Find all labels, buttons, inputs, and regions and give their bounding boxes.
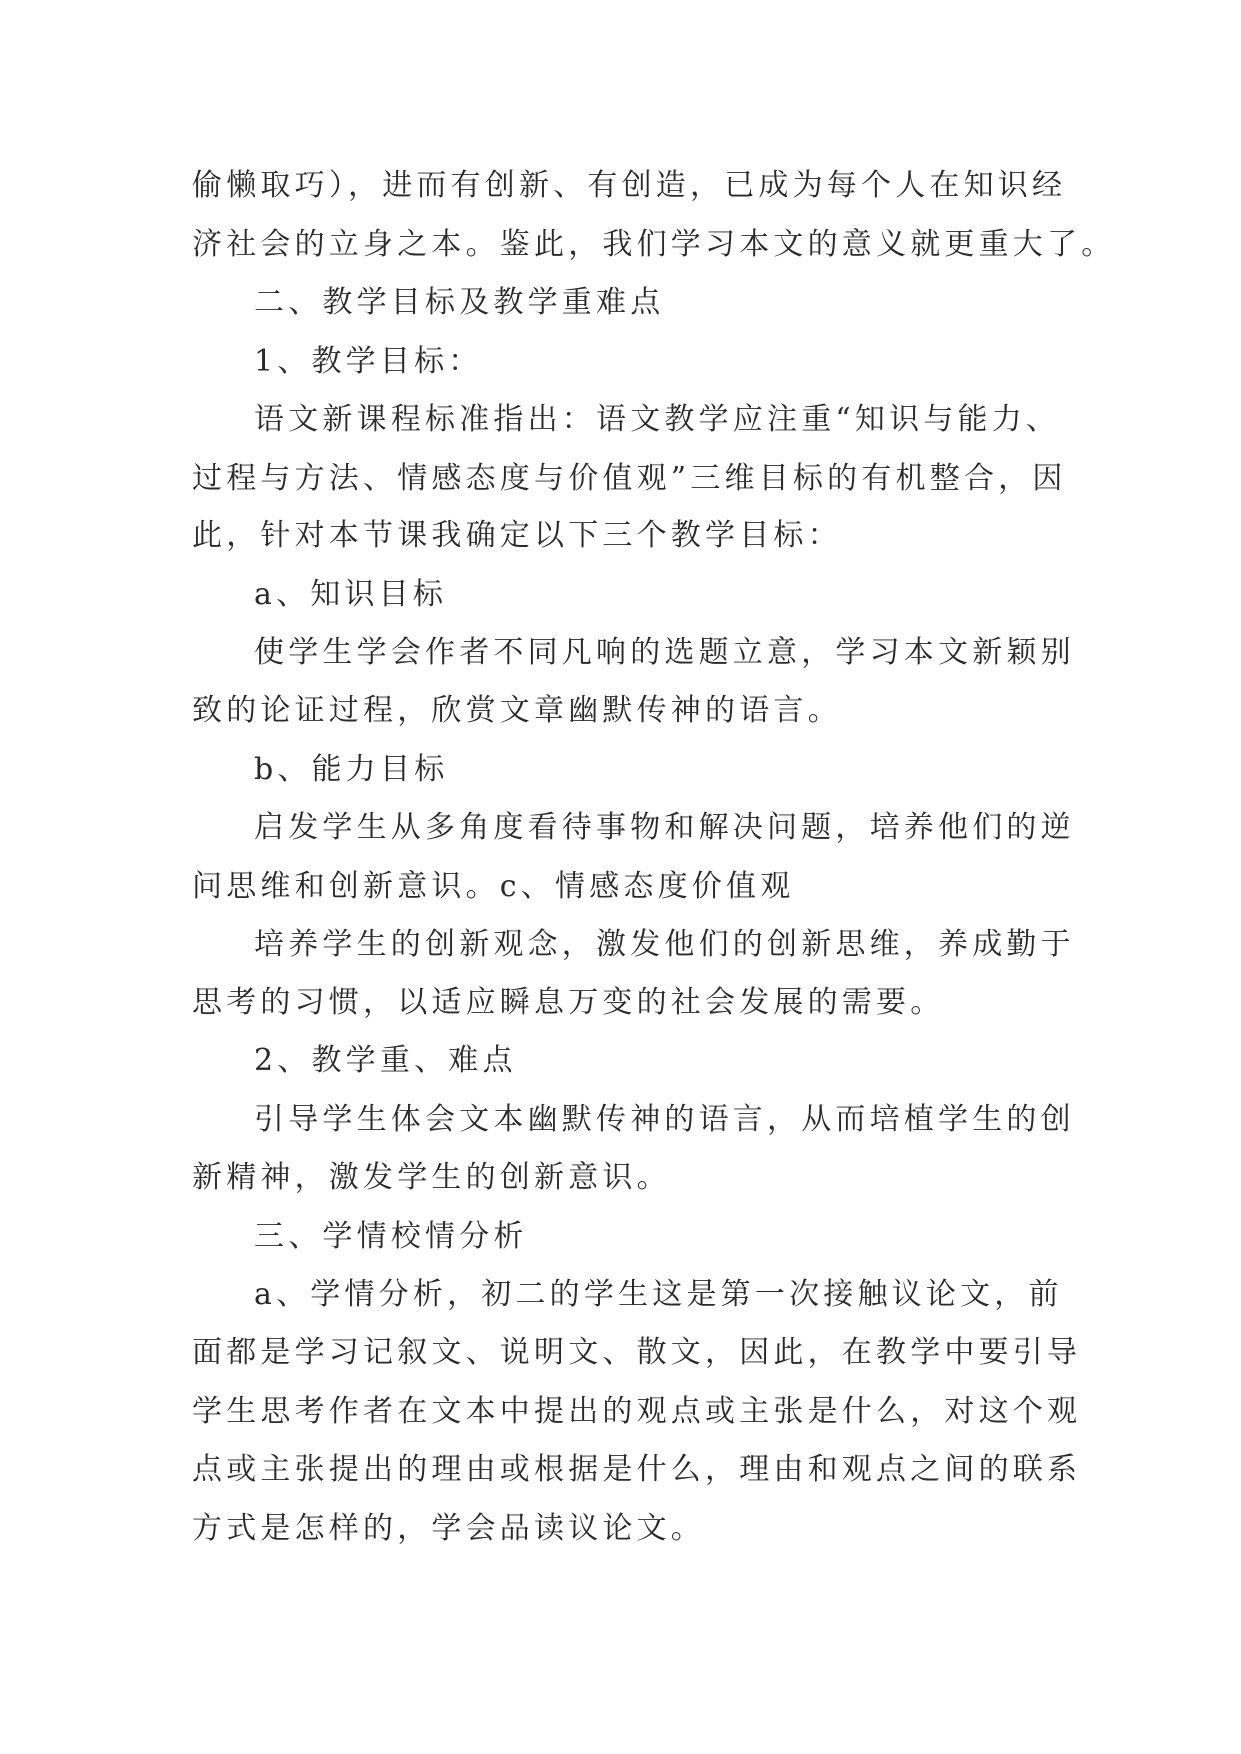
text-line: 启发学生从多角度看待事物和解决问题，培养他们的逆 bbox=[254, 810, 1075, 845]
text-line: 方式是怎样的，学会品读议论文。 bbox=[192, 1511, 705, 1546]
subsection-heading: a、知识目标 bbox=[254, 577, 448, 612]
subsection-heading: 2、教学重、难点 bbox=[254, 1043, 517, 1078]
text-line: 培养学生的创新观念，激发他们的创新思维，养成勤于 bbox=[254, 927, 1075, 962]
text-line: 济社会的立身之本。鉴此，我们学习本文的意义就更重大了。 bbox=[192, 227, 1116, 262]
text-line: 过程与方法、情感态度与价值观”三维目标的有机整合，因 bbox=[192, 461, 1067, 496]
subsection-heading: 1、教学目标： bbox=[254, 344, 483, 379]
section-heading: 三、学情校情分析 bbox=[254, 1219, 528, 1254]
text-line: 思考的习惯，以适应瞬息万变的社会发展的需要。 bbox=[192, 985, 945, 1020]
text-line: 致的论证过程，欣赏文章幽默传神的语言。 bbox=[192, 693, 842, 728]
text-line: 引导学生体会文本幽默传神的语言，从而培植学生的创 bbox=[254, 1102, 1075, 1137]
text-line: 语文新课程标准指出：语文教学应注重“知识与能力、 bbox=[254, 402, 1061, 437]
text-line: 问思维和创新意识。c、情感态度价值观 bbox=[192, 869, 795, 904]
text-line: 点或主张提出的理由或根据是什么，理由和观点之间的联系 bbox=[192, 1452, 1082, 1487]
text-line: 新精神，激发学生的创新意识。 bbox=[192, 1160, 671, 1195]
text-line: 此，针对本节课我确定以下三个教学目标： bbox=[192, 518, 842, 553]
text-line: a、学情分析，初二的学生这是第一次接触议论文，前 bbox=[254, 1277, 1063, 1312]
subsection-heading: b、能力目标 bbox=[254, 752, 449, 787]
text-line: 偷懒取巧），进而有创新、有创造，已成为每个人在知识经 bbox=[192, 168, 1067, 203]
text-line: 面都是学习记叙文、说明文、散文，因此，在教学中要引导 bbox=[192, 1335, 1082, 1370]
text-line: 使学生学会作者不同凡响的选题立意，学习本文新颖别 bbox=[254, 635, 1075, 670]
text-line: 学生思考作者在文本中提出的观点或主张是什么，对这个观 bbox=[192, 1394, 1082, 1429]
section-heading: 二、教学目标及教学重难点 bbox=[254, 285, 665, 320]
